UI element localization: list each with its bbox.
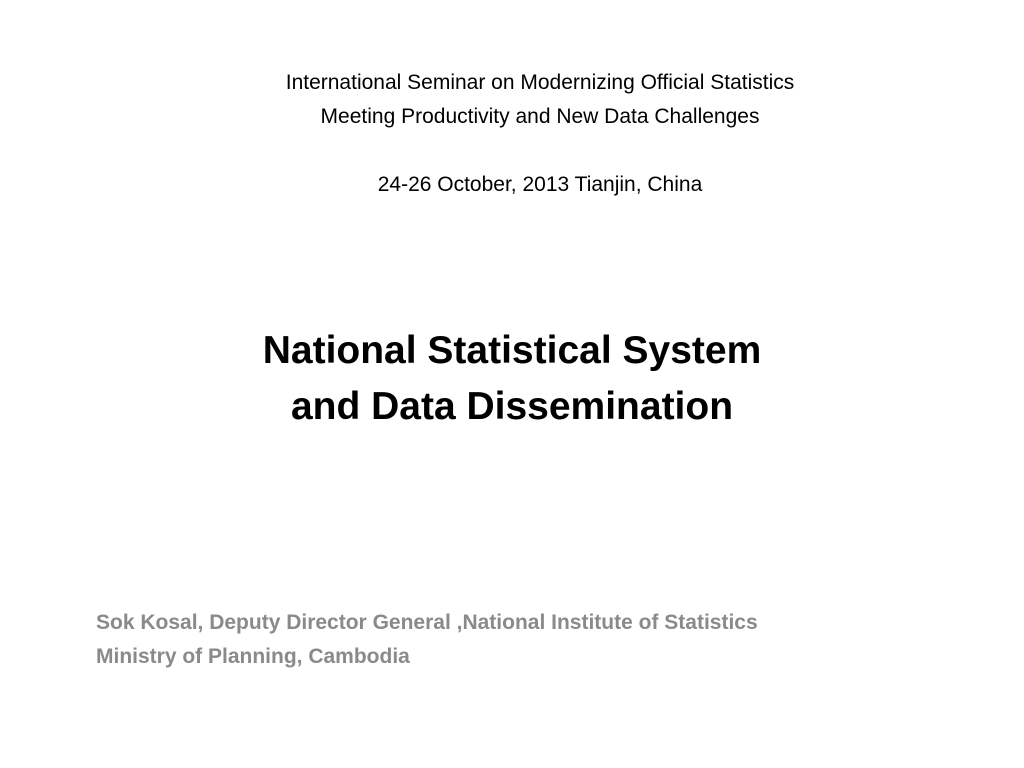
presentation-title xyxy=(112,323,912,435)
seminar-title: International Seminar on Modernizing Official Statistics xyxy=(285,71,795,94)
seminar-date-location: 24-26 October, 2013 Tianjin, China xyxy=(377,173,703,196)
seminar-header xyxy=(140,66,940,202)
author-info xyxy=(96,606,976,674)
author-ministry: Ministry of Planning, Cambodia xyxy=(96,645,410,668)
author-name-position: Sok Kosal, Deputy Director General ,National Institute of Statistics xyxy=(96,611,758,634)
presentation-title-line-2: and Data Dissemination xyxy=(290,385,734,428)
presentation-title-line-1: National Statistical System xyxy=(262,329,762,372)
seminar-subtitle: Meeting Productivity and New Data Challenges xyxy=(320,105,760,128)
